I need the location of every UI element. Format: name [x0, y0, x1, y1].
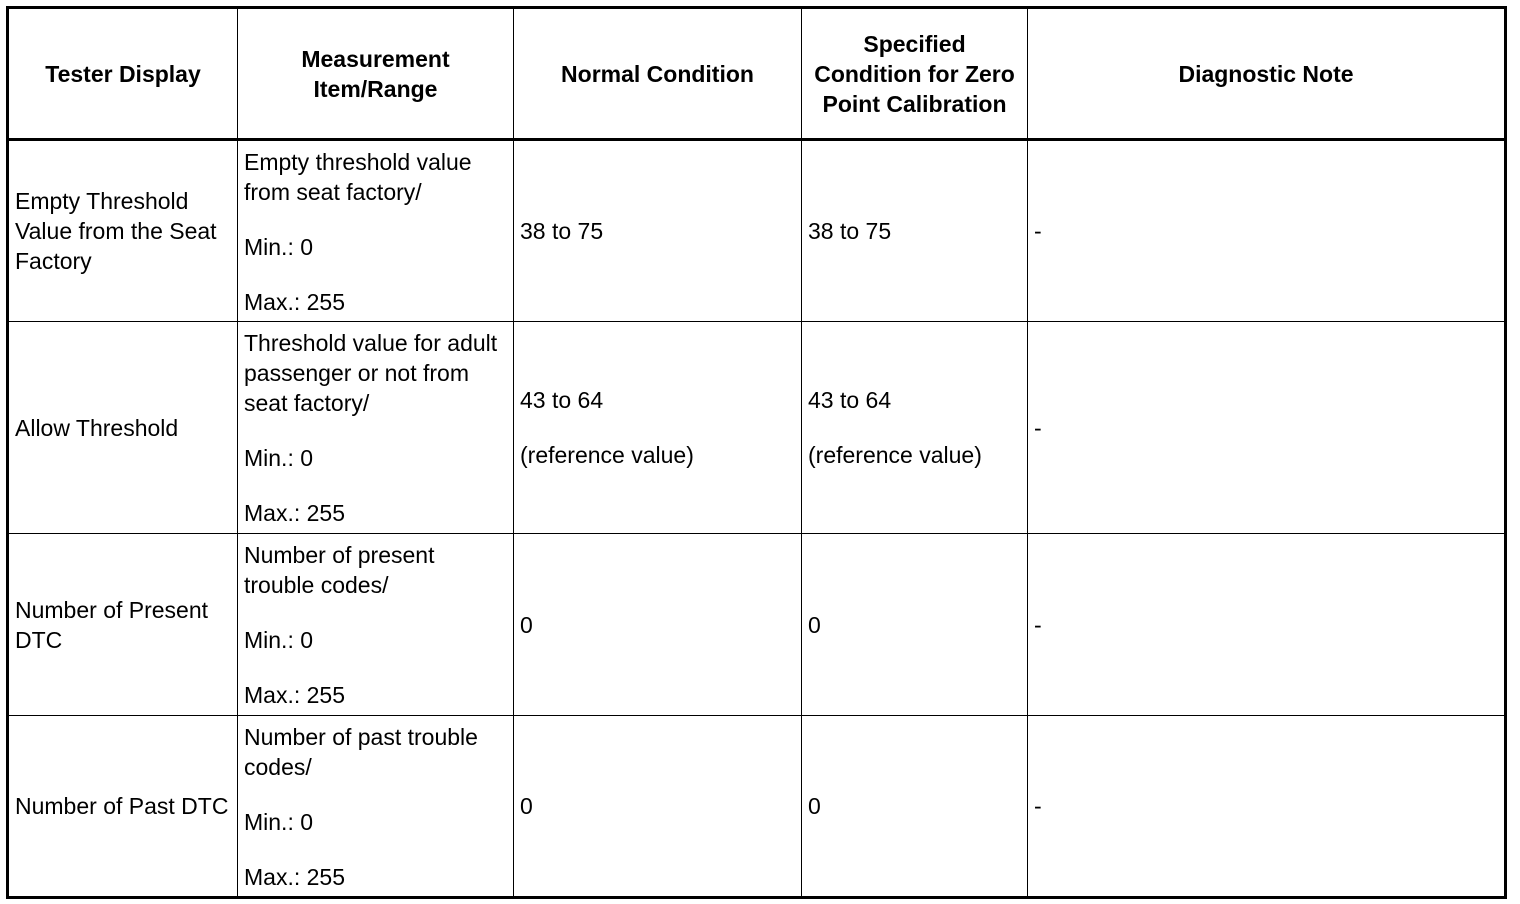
specified-value: 43 to 64 [808, 387, 892, 413]
table-header [8, 8, 1506, 140]
specified-reference: (reference value) [808, 442, 982, 468]
diagnostic-note-cell: - [1028, 140, 1506, 322]
header-specified-condition: Specified Condition for Zero Point Calibration [802, 8, 1028, 140]
measurement-cell [238, 140, 514, 322]
normal-condition-cell [514, 534, 802, 716]
specified-condition-cell [802, 322, 1028, 534]
diagnostic-note-cell: - [1028, 534, 1506, 716]
measurement-cell [238, 322, 514, 534]
tester-display-cell: Number of Past DTC [8, 716, 238, 898]
table-row [8, 534, 1506, 716]
measurement-max: Max.: 255 [244, 500, 345, 526]
header-normal-condition: Normal Condition [514, 8, 802, 140]
header-diagnostic-note: Diagnostic Note [1028, 8, 1506, 140]
header-tester-display: Tester Display [8, 8, 238, 140]
measurement-description: Empty threshold value from seat factory/ [244, 149, 472, 205]
normal-reference: (reference value) [520, 442, 694, 468]
normal-value: 38 to 75 [520, 218, 604, 244]
measurement-max: Max.: 255 [244, 864, 345, 890]
tester-display-cell: Empty Threshold Value from the Seat Factory [8, 140, 238, 322]
measurement-max: Max.: 255 [244, 289, 345, 315]
tester-display-cell: Allow Threshold [8, 322, 238, 534]
normal-value: 43 to 64 [520, 387, 604, 413]
specified-value: 38 to 75 [808, 218, 892, 244]
measurement-min: Min.: 0 [244, 445, 314, 471]
header-measurement: Measurement Item/Range [238, 8, 514, 140]
specified-condition-cell [802, 140, 1028, 322]
table-row [8, 140, 1506, 322]
normal-condition-cell [514, 716, 802, 898]
measurement-max: Max.: 255 [244, 682, 345, 708]
table-row [8, 322, 1506, 534]
data-list-table [6, 6, 1507, 899]
normal-condition-cell [514, 322, 802, 534]
normal-condition-cell [514, 140, 802, 322]
measurement-min: Min.: 0 [244, 234, 314, 260]
specified-condition-cell [802, 716, 1028, 898]
measurement-cell [238, 534, 514, 716]
measurement-min: Min.: 0 [244, 809, 314, 835]
normal-value: 0 [520, 611, 533, 638]
measurement-min: Min.: 0 [244, 627, 314, 653]
measurement-description: Number of present trouble codes/ [244, 542, 435, 598]
measurement-description: Threshold value for adult passenger or not from seat factory/ [244, 330, 498, 416]
specified-value: 0 [808, 793, 821, 819]
normal-value: 0 [520, 793, 533, 819]
measurement-description: Number of past trouble codes/ [244, 724, 478, 780]
header-row [8, 8, 1506, 140]
specified-condition-cell [802, 534, 1028, 716]
tester-display-cell: Number of Present DTC [8, 534, 238, 716]
diagnostic-note-cell: - [1028, 716, 1506, 898]
specified-value: 0 [808, 611, 821, 638]
table-body [8, 140, 1506, 898]
diagnostic-note-cell: - [1028, 322, 1506, 534]
measurement-cell [238, 716, 514, 898]
table-row [8, 716, 1506, 898]
